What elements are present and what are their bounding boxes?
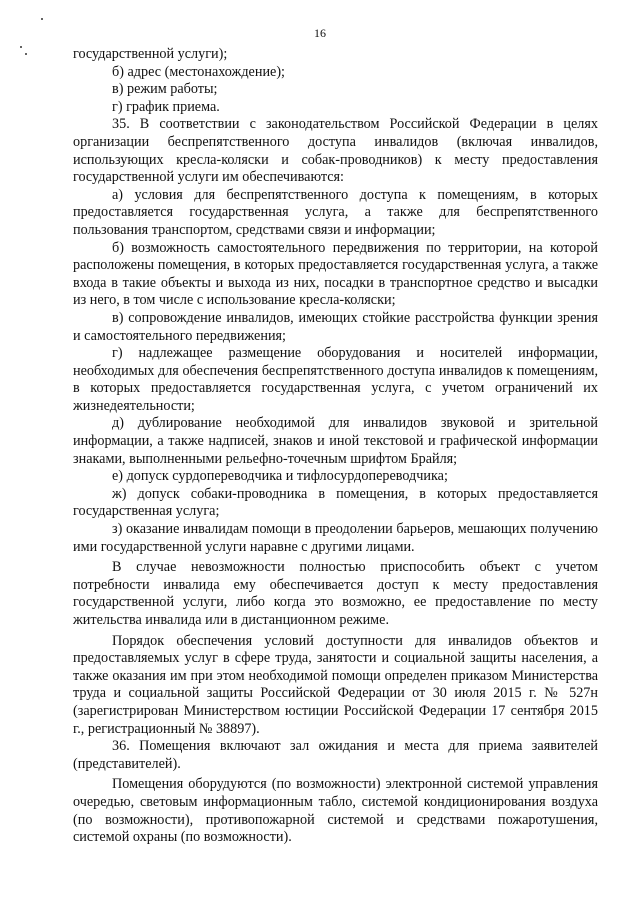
paragraph-35-zh: ж) допуск собаки-проводника в помещения, в которых предоставляется государственная услуга;	[73, 485, 598, 520]
paragraph-schedule: г) график приема.	[112, 98, 220, 115]
paragraph-35-b: б) возможность самостоятельного передвижения по территории, на которой расположены помещения, в которых предоставляется государственная услуга, а также входа в такие объекты и выхода из них, посадки в транспортное средство и высадки из него, в том числе с использование кресла-коляски;	[73, 239, 598, 309]
paragraph-35-z: з) оказание инвалидам помощи в преодолении барьеров, мешающих получению ими государственной услуги наравне с другими лицами.	[73, 521, 598, 555]
paragraph-36: 36. Помещения включают зал ожидания и места для приема заявителей (представителей).	[73, 738, 598, 772]
paragraph-equipment: Помещения оборудуются (по возможности) электронной системой управления очередью, световым информационным табло, системой кондиционирования воздуха (по возможности), противопожарной системой и средствами пожаротушения, системой охраны (по возможности).	[73, 776, 598, 846]
paragraph-service-end: государственной услуги);	[73, 46, 228, 62]
paragraph-accessibility-order: Порядок обеспечения условий доступности для инвалидов объектов и предоставляемых услуг в сфере труда, занятости и социальной защиты населения, а также оказания им при этом необходимой помощи определен приказом Министерства труда и социальной защиты Российской Федерации от 30 июля 2015 г. № 527н (зарегистрирован Министерством юстиции Российской Федерации 17 сентября 2015 г., регистрационный № 38897).	[73, 632, 598, 737]
paragraph-impossibility: В случае невозможности полностью приспособить объект с учетом потребности инвалида ему обеспечивается доступ к месту предоставления государственной услуги, либо когда это возможно, ее предоставление по месту жительства инвалида или в дистанционном режиме.	[73, 559, 598, 628]
paragraph-35-d: д) дублирование необходимой для инвалидов звуковой и зрительной информации, а также надписей, знаков и иной текстовой и графической информации знаками, выполненными рельефно-точечным шрифтом Брайля;	[73, 415, 598, 467]
paragraph-work-mode: в) режим работы;	[112, 81, 218, 98]
paragraph-35: 35. В соответствии с законодательством Российской Федерации в целях организации беспрепятственного доступа инвалидов (включая инвалидов, использующих кресла-коляски и собак-проводников) к месту предоставления государственной услуги им обеспечиваются:	[73, 116, 598, 186]
paragraph-35-v: в) сопровождение инвалидов, имеющих стойкие расстройства функции зрения и самостоятельного передвижения;	[73, 309, 598, 344]
paragraph-35-a: а) условия для беспрепятственного доступа к помещениям, в которых предоставляется государственная услуга, а также для беспрепятственного пользования транспортом, средствами связи и информации;	[73, 186, 598, 238]
paragraph-35-e: е) допуск сурдопереводчика и тифлосурдопереводчика;	[112, 468, 448, 485]
paragraph-address: б) адрес (местонахождение);	[112, 63, 285, 80]
paragraph-35-g: г) надлежащее размещение оборудования и носителей информации, необходимых для обеспечения беспрепятственного доступа инвалидов к помещениям, в которых предоставляется государственная услуга, с учетом ограничений их жизнедеятельности;	[73, 345, 598, 414]
document-body	[73, 46, 598, 847]
page-number: 16	[314, 26, 326, 40]
